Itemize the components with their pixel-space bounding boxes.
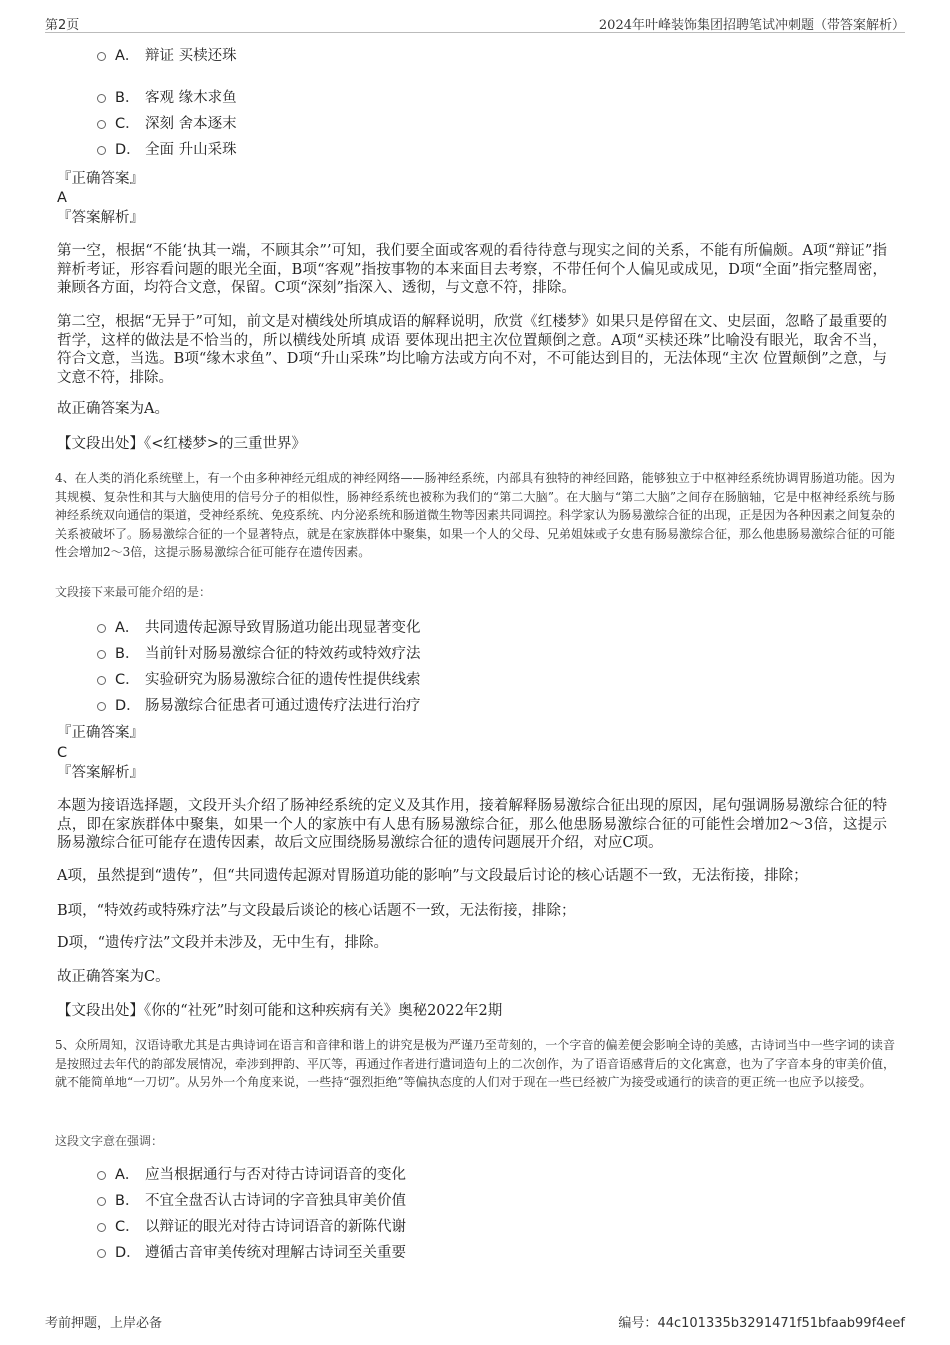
q3-option-c[interactable]: C． 深刻 舍本逐末	[97, 113, 237, 135]
q3-analysis-para-2: 第二空，根据“无异于”可知，前文是对横线处所填成语的解释说明，欣赏《红楼梦》如果只是停留在文、史层面，忽略了最重要的哲学，这样的做法是不恰当的，所以横线处所填 成语 要体现出把主次位置颠倒之意。A项“买椟还珠”比喻没有眼光，取舍不当，符合文意，当选。B项“缘木求鱼”、D项“升山采珠”均比喻方法或方向不对，不可能达到目的，无法体现“主次 位置颠倒”之意，与文意不符，排除。	[57, 314, 887, 386]
q3-analysis-label: 『答案解析』	[57, 210, 144, 226]
q4-option-a[interactable]: A． 共同遗传起源导致胃肠道功能出现显著变化	[97, 617, 421, 639]
radio-icon[interactable]	[97, 1223, 106, 1232]
radio-icon[interactable]	[97, 1171, 106, 1180]
q3-option-a[interactable]: A． 辩证 买椟还珠	[97, 45, 237, 67]
q4-conclusion: 故正确答案为C。	[57, 969, 170, 985]
q4-source: 【文段出处】《你的“社死”时刻可能和这种疾病有关》奥秘2022年2期	[57, 1003, 503, 1019]
q4-option-b[interactable]: B． 当前针对肠易激综合征的特效药或特效疗法	[97, 643, 421, 665]
document-title: 2024年叶峰装饰集团招聘笔试冲刺题（带答案解析）	[598, 18, 905, 33]
q4-answer: C	[57, 745, 68, 761]
q5-option-a[interactable]: A． 应当根据通行与否对待古诗词语音的变化	[97, 1164, 406, 1186]
q4-question: 4、在人类的消化系统壁上，有一个由多种神经元组成的神经网络——肠神经系统，内部具有独特的神经回路，能够独立于中枢神经系统协调胃肠道功能。因为其规模、复杂性和其与大脑使用的信号分子的相似性，肠神经系统也被称为我们的“第二大脑”。在大脑与“第二大脑”之间存在肠脑轴，它是中枢神经系统与肠神经系统双向通信的渠道，受神经系统、免疫系统、内分泌系统和肠道微生物等因素共同调控。科学家认为肠易激综合征的出现，正是因为各种因素之间复杂的关系被破坏了。肠易激综合征的一个显著特点，就是在家族群体中聚集，如果一个人的父母、兄弟姐妹或子女患有肠易激综合征，那么他患肠易激综合征的可能性会增加2～3倍，这提示肠易激综合征可能存在遗传因素。	[55, 471, 896, 559]
footer-slogan: 考前押题，上岸必备	[45, 1316, 163, 1331]
q4-analysis-b: B项，“特效药或特殊疗法”与文段最后谈论的核心话题不一致，无法衔接，排除；	[57, 903, 576, 919]
radio-icon[interactable]	[97, 52, 106, 61]
q3-answer: A	[57, 190, 67, 206]
q3-conclusion: 故正确答案为A。	[57, 401, 169, 417]
q5-option-d[interactable]: D． 遵循古音审美传统对理解古诗词至关重要	[97, 1242, 406, 1264]
q4-option-d[interactable]: D． 肠易激综合征患者可通过遗传疗法进行治疗	[97, 695, 421, 717]
q5-question: 5、众所周知，汉语诗歌尤其是古典诗词在语言和音律和谐上的讲究是极为严谨乃至苛刻的，一个字音的偏差便会影响全诗的美感，古诗词当中一些字词的读音是按照过去年代的韵部发展情况，牵涉到押韵、平仄等，再通过作者进行遣词造句上的二次创作，为了语音语感背后的文化寓意，也为了字音本身的审美价值，就不能简单地“一刀切”。从另外一个角度来说，一些持“强烈拒绝”等偏执态度的人们对于现在一些已经被广为接受或通行的读音的更正统一也应予以接受。	[55, 1038, 896, 1089]
q5-prompt: 这段文字意在强调：	[55, 1134, 164, 1148]
radio-icon[interactable]	[97, 1197, 106, 1206]
q5-option-b[interactable]: B． 不宜全盘否认古诗词的字音独具审美价值	[97, 1190, 406, 1212]
q3-option-b[interactable]: B． 客观 缘木求鱼	[97, 87, 237, 109]
radio-icon[interactable]	[97, 624, 106, 633]
q4-prompt: 文段接下来最可能介绍的是：	[55, 585, 212, 599]
radio-icon[interactable]	[97, 94, 106, 103]
q5-option-c[interactable]: C． 以辩证的眼光对待古诗词语音的新陈代谢	[97, 1216, 406, 1238]
radio-icon[interactable]	[97, 146, 106, 155]
q4-analysis-a: A项，虽然提到“遗传”，但“共同遗传起源对胃肠道功能的影响”与文段最后讨论的核心话题不一致，无法衔接，排除；	[57, 868, 808, 884]
q4-analysis-label: 『答案解析』	[57, 765, 144, 781]
document-id: 编号：44c101335b3291471f51bfaab99f4eef	[618, 1316, 905, 1331]
q4-option-c[interactable]: C． 实验研究为肠易激综合征的遗传性提供线索	[97, 669, 421, 691]
q4-analysis-para-1: 本题为接语选择题，文段开头介绍了肠神经系统的定义及其作用，接着解释肠易激综合征出现的原因，尾句强调肠易激综合征的特点，即在家族群体中聚集，如果一个人的家族中有人患有肠易激综合征，那么他患肠易激综合征的可能性会增加2～3倍，这提示肠易激综合征可能存在遗传因素，故后文应围绕肠易激综合征的遗传问题展开介绍，对应C项。	[57, 798, 887, 851]
q3-option-d[interactable]: D． 全面 升山采珠	[97, 139, 237, 161]
radio-icon[interactable]	[97, 676, 106, 685]
q4-answer-label: 『正确答案』	[57, 725, 144, 741]
q3-source: 【文段出处】《<红楼梦>的三重世界》	[57, 436, 307, 452]
page-number: 第2页	[45, 18, 80, 33]
q3-analysis-para-1: 第一空，根据“不能‘执其一端，不顾其余”’可知，我们要全面或客观的看待待意与现实之间的关系，不能有所偏颇。A项“辩证”指辩析考证，形容看问题的眼光全面，B项“客观”指按事物的本来面目去考察，不带任何个人偏见或成见，D项“全面”指完整周密，兼顾各方面，均符合文意，保留。C项“深刻”指深入、透彻，与文意不符，排除。	[57, 243, 887, 296]
q3-answer-label: 『正确答案』	[57, 171, 144, 187]
radio-icon[interactable]	[97, 1249, 106, 1258]
radio-icon[interactable]	[97, 702, 106, 711]
page-header	[45, 12, 905, 33]
radio-icon[interactable]	[97, 650, 106, 659]
radio-icon[interactable]	[97, 120, 106, 129]
q4-analysis-d: D项，“遗传疗法”文段并未涉及，无中生有，排除。	[57, 935, 388, 951]
